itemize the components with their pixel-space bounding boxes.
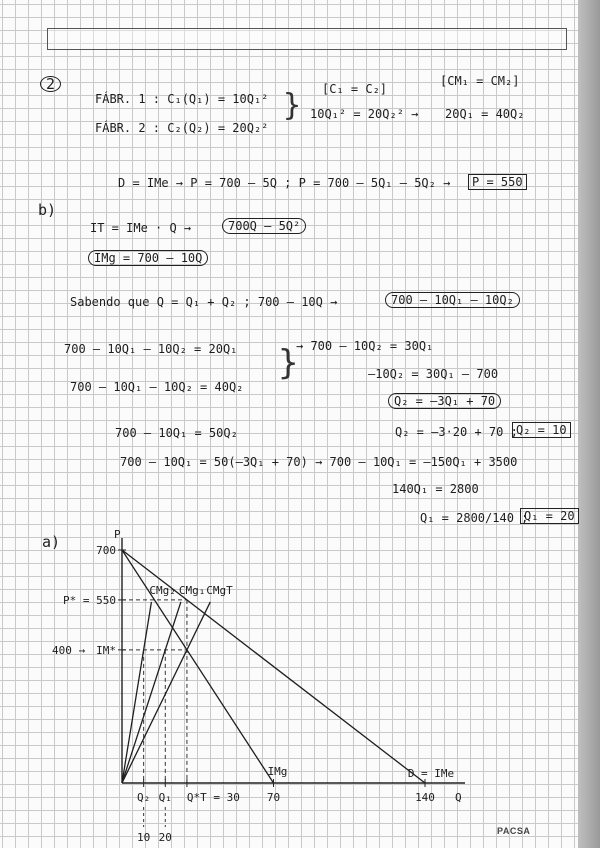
cost-condition: [C₁ = C₂] bbox=[322, 82, 388, 96]
part-a-label: a) bbox=[42, 533, 61, 551]
x-tick-label-3: 70 bbox=[266, 791, 281, 804]
derivation-1: → 700 – 10Q₂ = 30Q₁ bbox=[296, 339, 434, 353]
y-side-note: 400 → bbox=[52, 643, 86, 657]
y-tick-label-2: IM* bbox=[96, 643, 116, 657]
x-tick-label-4: 140 bbox=[415, 791, 435, 804]
x-tick-under-0: 10 bbox=[137, 831, 151, 844]
part-b-label: b) bbox=[38, 201, 57, 219]
x-tick-under-1: 20 bbox=[158, 831, 172, 844]
x-tick-label-2: Q*T = 30 bbox=[186, 791, 240, 804]
series-line-3 bbox=[122, 602, 181, 783]
marginal-cost-condition: [CM₁ = CM₂] bbox=[440, 74, 520, 88]
equation-1: 700 – 10Q₁ – 10Q₂ = 20Q₁ bbox=[64, 342, 238, 356]
equation-2: 700 – 10Q₁ – 10Q₂ = 40Q₂ bbox=[70, 380, 244, 394]
knowing-result: 700 – 10Q₁ – 10Q₂ bbox=[385, 292, 520, 308]
q2-result: Q₂ = 10 bbox=[512, 422, 571, 438]
step-2: 700 – 10Q₁ = 50(–3Q₁ + 70) → 700 – 10Q₁ = –150Q₁ + 3500 bbox=[120, 455, 518, 469]
series-label-2: CMg₂ bbox=[149, 583, 176, 597]
y-tick-label-0: 700 bbox=[96, 544, 116, 557]
notebook-brand: PACSA bbox=[497, 826, 531, 836]
cost-equation: 10Q₁² = 20Q₂² → bbox=[310, 107, 419, 121]
step-3: 140Q₁ = 2800 bbox=[392, 482, 479, 496]
step-1: 700 – 10Q₁ = 50Q₂ bbox=[115, 426, 238, 440]
series-label-1: IMg bbox=[267, 765, 288, 778]
problem-number: 2 bbox=[40, 76, 61, 92]
total-revenue-result: 700Q – 5Q² bbox=[222, 218, 306, 234]
q2-calculation: Q₂ = –3·20 + 70 ; bbox=[395, 425, 518, 439]
x-tick-label-1: Q₁ bbox=[158, 791, 172, 804]
q2-expression: Q₂ = –3Q₁ + 70 bbox=[388, 393, 501, 409]
factory-2-cost: FÁBR. 2 : C₂(Q₂) = 20Q₂² bbox=[95, 121, 269, 135]
knowing-line: Sabendo que Q = Q₁ + Q₂ ; 700 – 10Q → bbox=[70, 295, 338, 309]
system-brace: } bbox=[278, 343, 299, 383]
price-result: P = 550 bbox=[468, 174, 527, 190]
series-label-0: D = IMe bbox=[407, 767, 455, 780]
marginal-revenue-result: IMg = 700 – 10Q bbox=[88, 250, 208, 266]
derivation-2: –10Q₂ = 30Q₁ – 700 bbox=[368, 367, 499, 381]
series-label-3: CMg₁ bbox=[178, 583, 206, 597]
y-tick-label-1: P* = 550 bbox=[63, 593, 116, 607]
series-line-4 bbox=[122, 602, 210, 783]
series-line-2 bbox=[122, 602, 151, 783]
x-tick-label-0: Q₂ bbox=[137, 791, 151, 804]
y-axis-label: P bbox=[114, 528, 121, 541]
series-label-4: CMgT bbox=[206, 583, 233, 597]
total-revenue-line: IT = IMe · Q → bbox=[90, 221, 192, 235]
marginal-equation: 20Q₁ = 40Q₂ bbox=[445, 107, 525, 121]
x-axis-label: Q bbox=[455, 791, 462, 804]
factory-1-cost: FÁBR. 1 : C₁(Q₁) = 10Q₁² bbox=[95, 92, 269, 106]
demand-line: D = IMe → P = 700 – 5Q ; P = 700 – 5Q₁ – 5Q₂ → bbox=[118, 176, 451, 190]
step-4: Q₁ = 2800/140 ; bbox=[420, 511, 529, 525]
brace: } bbox=[283, 88, 302, 123]
q1-result: Q₁ = 20 bbox=[520, 508, 579, 524]
